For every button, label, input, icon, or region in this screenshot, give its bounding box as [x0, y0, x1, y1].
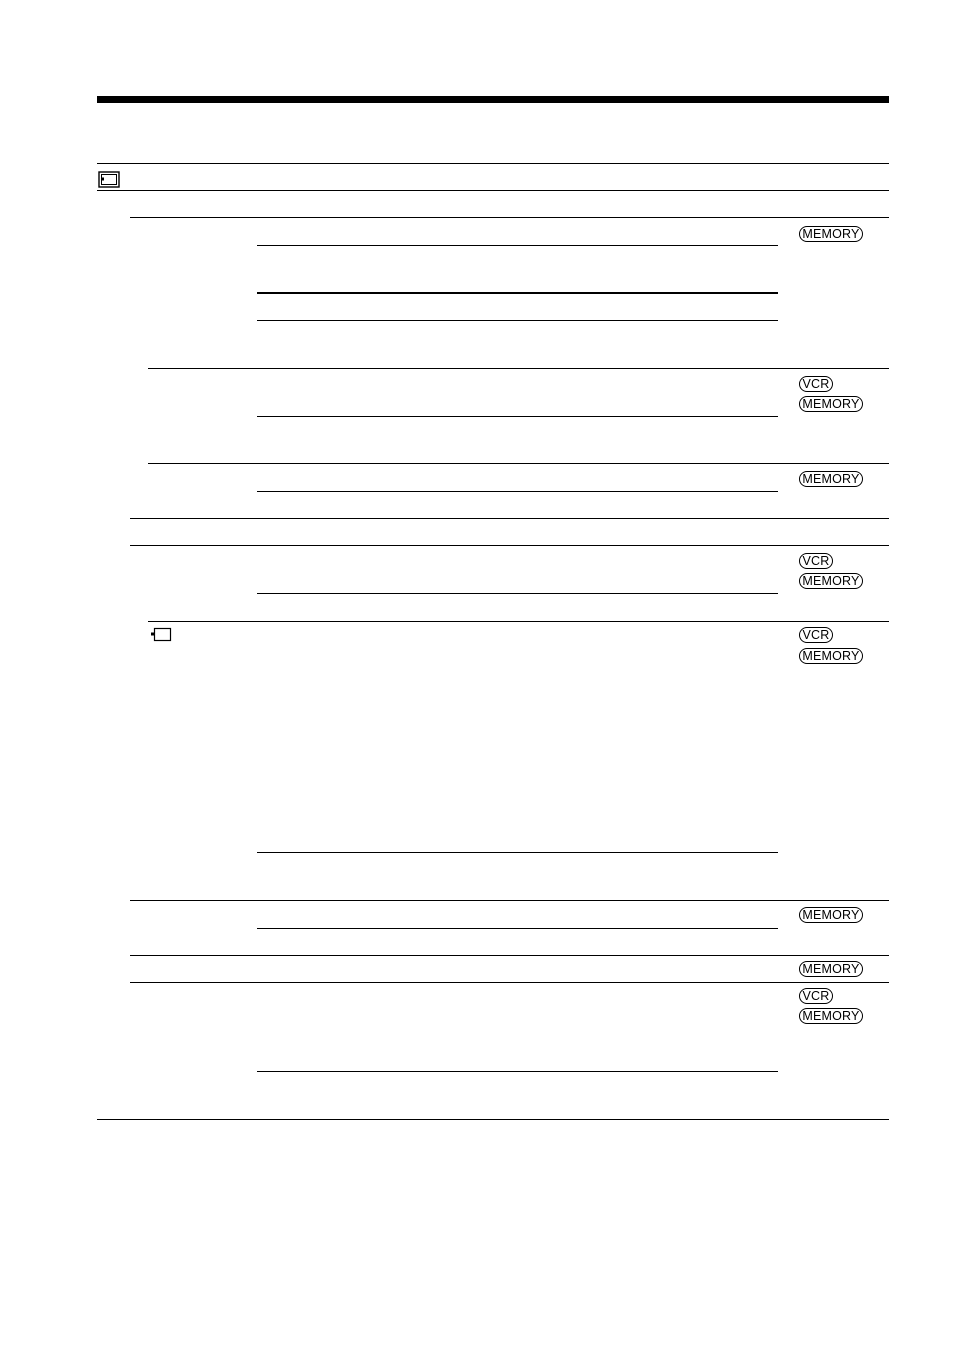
memory-badge: MEMORY [799, 907, 863, 923]
memory-badge: MEMORY [799, 226, 863, 242]
table-top-rule [97, 163, 889, 164]
option-rule [257, 852, 778, 853]
memory-card-icon [150, 627, 172, 642]
section-rule [97, 190, 889, 191]
group-rule [130, 900, 889, 901]
group-rule [130, 545, 889, 546]
vcr-badge: VCR [799, 627, 833, 643]
memory-badge: MEMORY [799, 573, 863, 589]
memory-badge: MEMORY [799, 471, 863, 487]
option-rule [257, 320, 778, 321]
group-rule [130, 217, 889, 218]
subgroup-rule [148, 463, 889, 464]
option-rule [257, 1071, 778, 1072]
option-rule [257, 593, 778, 594]
option-rule [257, 491, 778, 492]
table-bottom-rule [97, 1119, 889, 1120]
header-bar [97, 96, 889, 103]
group-rule [130, 955, 889, 956]
option-rule [257, 245, 778, 246]
memory-badge: MEMORY [799, 961, 863, 977]
subgroup-rule [148, 368, 889, 369]
memory-badge: MEMORY [799, 1008, 863, 1024]
memory-card-icon [98, 171, 121, 188]
memory-badge: MEMORY [799, 648, 863, 664]
vcr-badge: VCR [799, 553, 833, 569]
option-rule [257, 416, 778, 417]
option-rule [257, 928, 778, 929]
group-rule [130, 518, 889, 519]
group-rule [130, 982, 889, 983]
option-rule [257, 292, 778, 294]
vcr-badge: VCR [799, 988, 833, 1004]
subgroup-rule [148, 621, 889, 622]
vcr-badge: VCR [799, 376, 833, 392]
memory-badge: MEMORY [799, 396, 863, 412]
